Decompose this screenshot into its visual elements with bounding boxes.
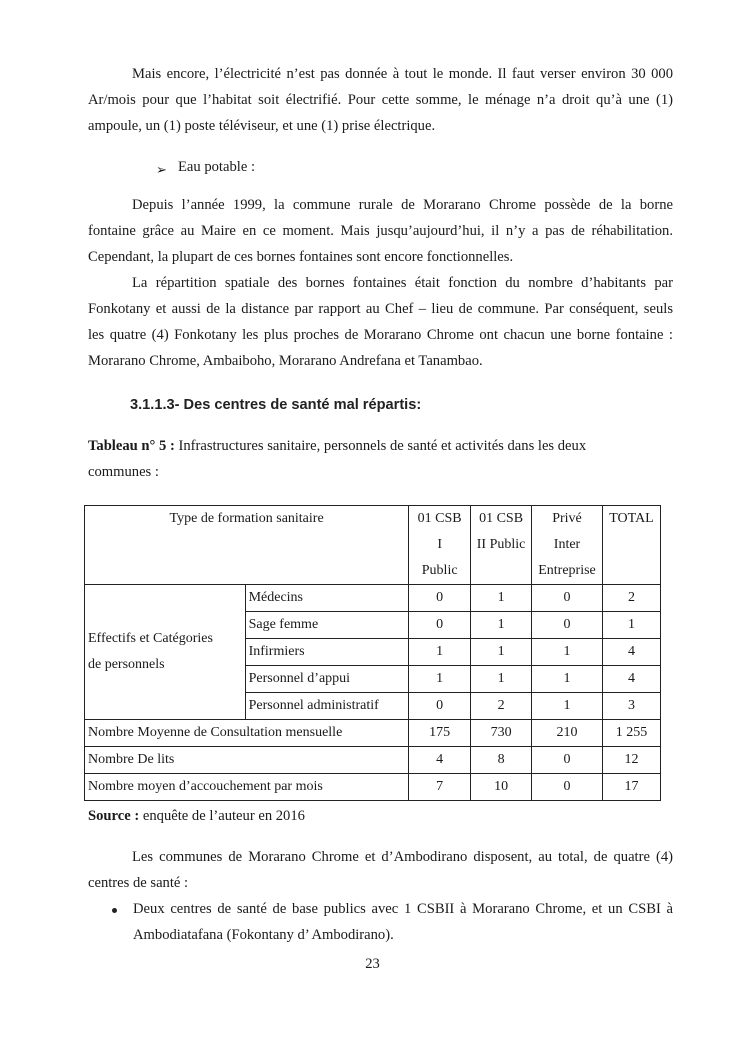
header-csb2-public — [471, 506, 532, 585]
cell: 17 — [602, 774, 660, 801]
row-label: Personnel d’appui — [245, 666, 409, 693]
paragraph-distribution-line-3: les quatre (4) Fonkotany les plus proches de Morarano Chrome ont chacun une borne fontaine : — [88, 327, 673, 343]
table-row — [85, 720, 661, 747]
row-label: Nombre De lits — [85, 747, 409, 774]
cell: 730 — [471, 720, 532, 747]
section-heading: 3.1.1.3- Des centres de santé mal répartis: — [130, 397, 422, 413]
cell: 8 — [471, 747, 532, 774]
cell: 1 — [532, 693, 603, 720]
cell: 7 — [409, 774, 471, 801]
cell: 1 — [532, 639, 603, 666]
cell: 2 — [602, 585, 660, 612]
header-prive-inter-entreprise — [532, 506, 603, 585]
paragraph-electricity-line-2: Ar/mois pour que l’habitat soit électrifié. Pour cette somme, le ménage n’a droit qu’à une (1) — [88, 92, 673, 108]
cell: 1 — [532, 666, 603, 693]
row-label: Nombre moyen d’accouchement par mois — [85, 774, 409, 801]
bullet-item-line-2: Ambodiatafana (Fokontany d’ Ambodirano). — [133, 927, 394, 943]
paragraph-electricity-line-3: ampoule, un (1) poste téléviseur, et une (1) prise électrique. — [88, 118, 436, 134]
bullet-dot-icon — [112, 908, 117, 913]
cell: 1 — [471, 666, 532, 693]
cell: 4 — [602, 666, 660, 693]
cell: 4 — [409, 747, 471, 774]
header-csb1-line3: Public — [421, 563, 458, 578]
health-infrastructure-table — [84, 505, 661, 801]
paragraph-water-line-2: fontaine grâce au Maire en ce moment. Mais jusqu’aujourd’hui, il n’y a pas de réhabilitation. — [88, 223, 673, 239]
cell: 0 — [409, 585, 471, 612]
table-row — [85, 747, 661, 774]
header-total: TOTAL — [602, 506, 660, 585]
paragraph-centres-line-1: Les communes de Morarano Chrome et d’Ambodirano disposent, au total, de quatre (4) — [132, 849, 673, 865]
row-label: Infirmiers — [245, 639, 409, 666]
cell: 175 — [409, 720, 471, 747]
cell: 0 — [532, 774, 603, 801]
group-label-effectifs — [85, 585, 246, 720]
group-label-line1: Effectifs et Catégories — [88, 631, 213, 646]
paragraph-distribution-line-2: Fonkotany et aussi de la distance par rapport au Chef – lieu de commune. Par conséquent, seuls — [88, 301, 673, 317]
paragraph-centres-line-2: centres de santé : — [88, 875, 189, 891]
source-text: enquête de l’auteur en 2016 — [139, 808, 305, 824]
cell: 4 — [602, 639, 660, 666]
cell: 1 255 — [602, 720, 660, 747]
paragraph-distribution-line-1: La répartition spatiale des bornes fontaines était fonction du nombre d’habitants par — [132, 275, 673, 291]
paragraph-water-line-1: Depuis l’année 1999, la commune rurale de Morarano Chrome possède de la borne — [132, 197, 673, 213]
header-csb1-line1: 01 CSB — [417, 511, 462, 526]
cell: 10 — [471, 774, 532, 801]
paragraph-water-line-3: Cependant, la plupart de ces bornes fontaines sont encore fonctionnelles. — [88, 249, 514, 265]
group-label-line2: de personnels — [88, 657, 165, 672]
cell: 210 — [532, 720, 603, 747]
row-label: Sage femme — [245, 612, 409, 639]
header-csb1-line2: I — [437, 537, 442, 552]
table-caption-line-2: communes : — [88, 464, 159, 480]
header-csb2-line1: 01 CSB — [479, 511, 524, 526]
cell: 1 — [602, 612, 660, 639]
cell: 0 — [532, 612, 603, 639]
cell: 0 — [532, 747, 603, 774]
cell: 1 — [471, 639, 532, 666]
cell: 0 — [409, 612, 471, 639]
paragraph-electricity-line-1: Mais encore, l’électricité n’est pas donnée à tout le monde. Il faut verser environ 30 000 — [132, 66, 673, 82]
cell: 2 — [471, 693, 532, 720]
header-prive-line2: Inter — [553, 537, 581, 552]
bullet-eau-potable: Eau potable : — [178, 159, 255, 175]
cell: 0 — [409, 693, 471, 720]
cell: 3 — [602, 693, 660, 720]
cell: 0 — [532, 585, 603, 612]
table-row — [85, 585, 661, 612]
header-type-formation: Type de formation sanitaire — [85, 506, 409, 585]
arrow-bullet-icon: ➢ — [156, 162, 167, 177]
bullet-item-line-1: Deux centres de santé de base publics avec 1 CSBII à Morarano Chrome, et un CSBI à — [133, 901, 673, 917]
header-csb2-line2: II Public — [476, 537, 526, 552]
table-caption-text: Infrastructures sanitaire, personnels de santé et activités dans les deux — [174, 438, 587, 454]
header-prive-line1: Privé — [552, 511, 582, 526]
page-number: 23 — [365, 956, 380, 972]
source-label: Source : — [88, 808, 140, 824]
cell: 1 — [471, 585, 532, 612]
table-row — [85, 774, 661, 801]
table-caption — [88, 438, 586, 455]
cell: 1 — [471, 612, 532, 639]
header-csb1-public — [409, 506, 471, 585]
cell: 1 — [409, 639, 471, 666]
table-caption-label: Tableau n° 5 : — [88, 438, 175, 454]
cell: 1 — [409, 666, 471, 693]
paragraph-distribution-line-4: Morarano Chrome, Ambaiboho, Morarano Andrefana et Tanambao. — [88, 353, 483, 369]
row-label: Nombre Moyenne de Consultation mensuelle — [85, 720, 409, 747]
row-label: Personnel administratif — [245, 693, 409, 720]
cell: 12 — [602, 747, 660, 774]
header-prive-line3: Entreprise — [538, 563, 596, 578]
table-header-row — [85, 506, 661, 585]
row-label: Médecins — [245, 585, 409, 612]
table-source — [88, 808, 305, 825]
